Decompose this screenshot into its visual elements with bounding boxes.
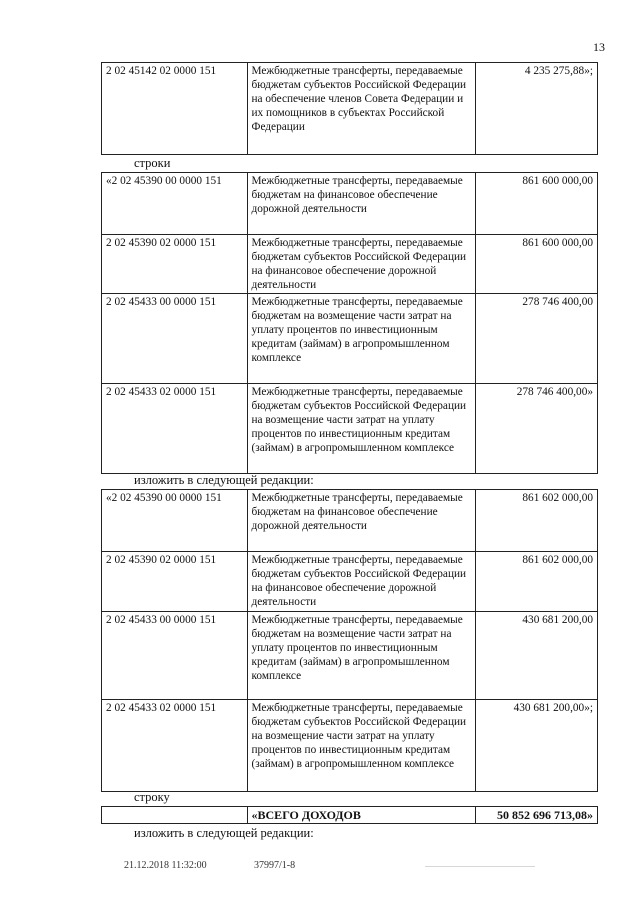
table-row [102, 807, 598, 824]
row-code: «2 02 45390 00 0000 151 [102, 490, 248, 552]
row-amount: 278 746 400,00» [476, 384, 598, 474]
row-amount: 861 602 000,00 [476, 552, 598, 612]
row-code: «2 02 45390 00 0000 151 [102, 173, 248, 235]
table-row [102, 490, 598, 552]
table-row [102, 63, 598, 155]
row-name: Межбюджетные трансферты, передаваемые бюджетам субъектов Российской Федерации на финансовое обеспечение дорожной деятельности [247, 552, 476, 612]
row-amount: 430 681 200,00 [476, 612, 598, 700]
row-amount: 430 681 200,00»; [476, 700, 598, 792]
row-name: Межбюджетные трансферты, передаваемые бюджетам на возмещение части затрат на уплату процентов по инвестиционным кредитам (займам) в агропромышленном комплексе [247, 294, 476, 384]
label-izlozhit-1: изложить в следующей редакции: [134, 473, 314, 487]
row-name: Межбюджетные трансферты, передаваемые бюджетам субъектов Российской Федерации на обеспечение членов Совета Федерации и их помощников в субъектах Российской Федерации [247, 63, 476, 155]
total-amount: 50 852 696 713,08» [476, 807, 598, 824]
table-row [102, 294, 598, 384]
row-code: 2 02 45142 02 0000 151 [102, 63, 248, 155]
footer-timestamp: 21.12.2018 11:32:00 [124, 860, 207, 871]
table-row [102, 384, 598, 474]
label-izlozhit-2: изложить в следующей редакции: [134, 826, 314, 840]
table-row [102, 612, 598, 700]
row-code [102, 807, 248, 824]
row-code: 2 02 45390 02 0000 151 [102, 552, 248, 612]
table-row [102, 173, 598, 235]
label-stroki: строки [134, 156, 171, 170]
label-stroku: строку [134, 790, 170, 804]
row-code: 2 02 45433 00 0000 151 [102, 612, 248, 700]
row-name: Межбюджетные трансферты, передаваемые бюджетам субъектов Российской Федерации на возмещение части затрат на уплату процентов по инвестиционным кредитам (займам) в агропромышленном комплексе [247, 384, 476, 474]
row-code: 2 02 45433 02 0000 151 [102, 700, 248, 792]
row-code: 2 02 45433 02 0000 151 [102, 384, 248, 474]
table-total [101, 806, 598, 824]
row-name: Межбюджетные трансферты, передаваемые бюджетам субъектов Российской Федерации на финансовое обеспечение дорожной деятельности [247, 235, 476, 294]
row-code: 2 02 45390 02 0000 151 [102, 235, 248, 294]
row-amount: 861 600 000,00 [476, 173, 598, 235]
row-amount: 278 746 400,00 [476, 294, 598, 384]
page-number: 13 [593, 40, 605, 54]
row-amount: 861 602 000,00 [476, 490, 598, 552]
row-amount: 4 235 275,88»; [476, 63, 598, 155]
table-row [102, 235, 598, 294]
table-section-1 [101, 62, 598, 155]
row-name: Межбюджетные трансферты, передаваемые бюджетам на возмещение части затрат на уплату процентов по инвестиционным кредитам (займам) в агропромышленном комплексе [247, 612, 476, 700]
table-row [102, 552, 598, 612]
row-amount: 861 600 000,00 [476, 235, 598, 294]
table-section-2 [101, 172, 598, 474]
footer-doc-id: 37997/1-8 [254, 860, 296, 871]
row-name: Межбюджетные трансферты, передаваемые бюджетам на финансовое обеспечение дорожной деятельности [247, 490, 476, 552]
table-section-3 [101, 489, 598, 792]
row-code: 2 02 45433 00 0000 151 [102, 294, 248, 384]
total-label: «ВСЕГО ДОХОДОВ [247, 807, 476, 824]
faint-scan-mark [425, 866, 535, 867]
table-row [102, 700, 598, 792]
row-name: Межбюджетные трансферты, передаваемые бюджетам на финансовое обеспечение дорожной деятельности [247, 173, 476, 235]
row-name: Межбюджетные трансферты, передаваемые бюджетам субъектов Российской Федерации на возмещение части затрат на уплату процентов по инвестиционным кредитам (займам) в агропромышленном комплексе [247, 700, 476, 792]
